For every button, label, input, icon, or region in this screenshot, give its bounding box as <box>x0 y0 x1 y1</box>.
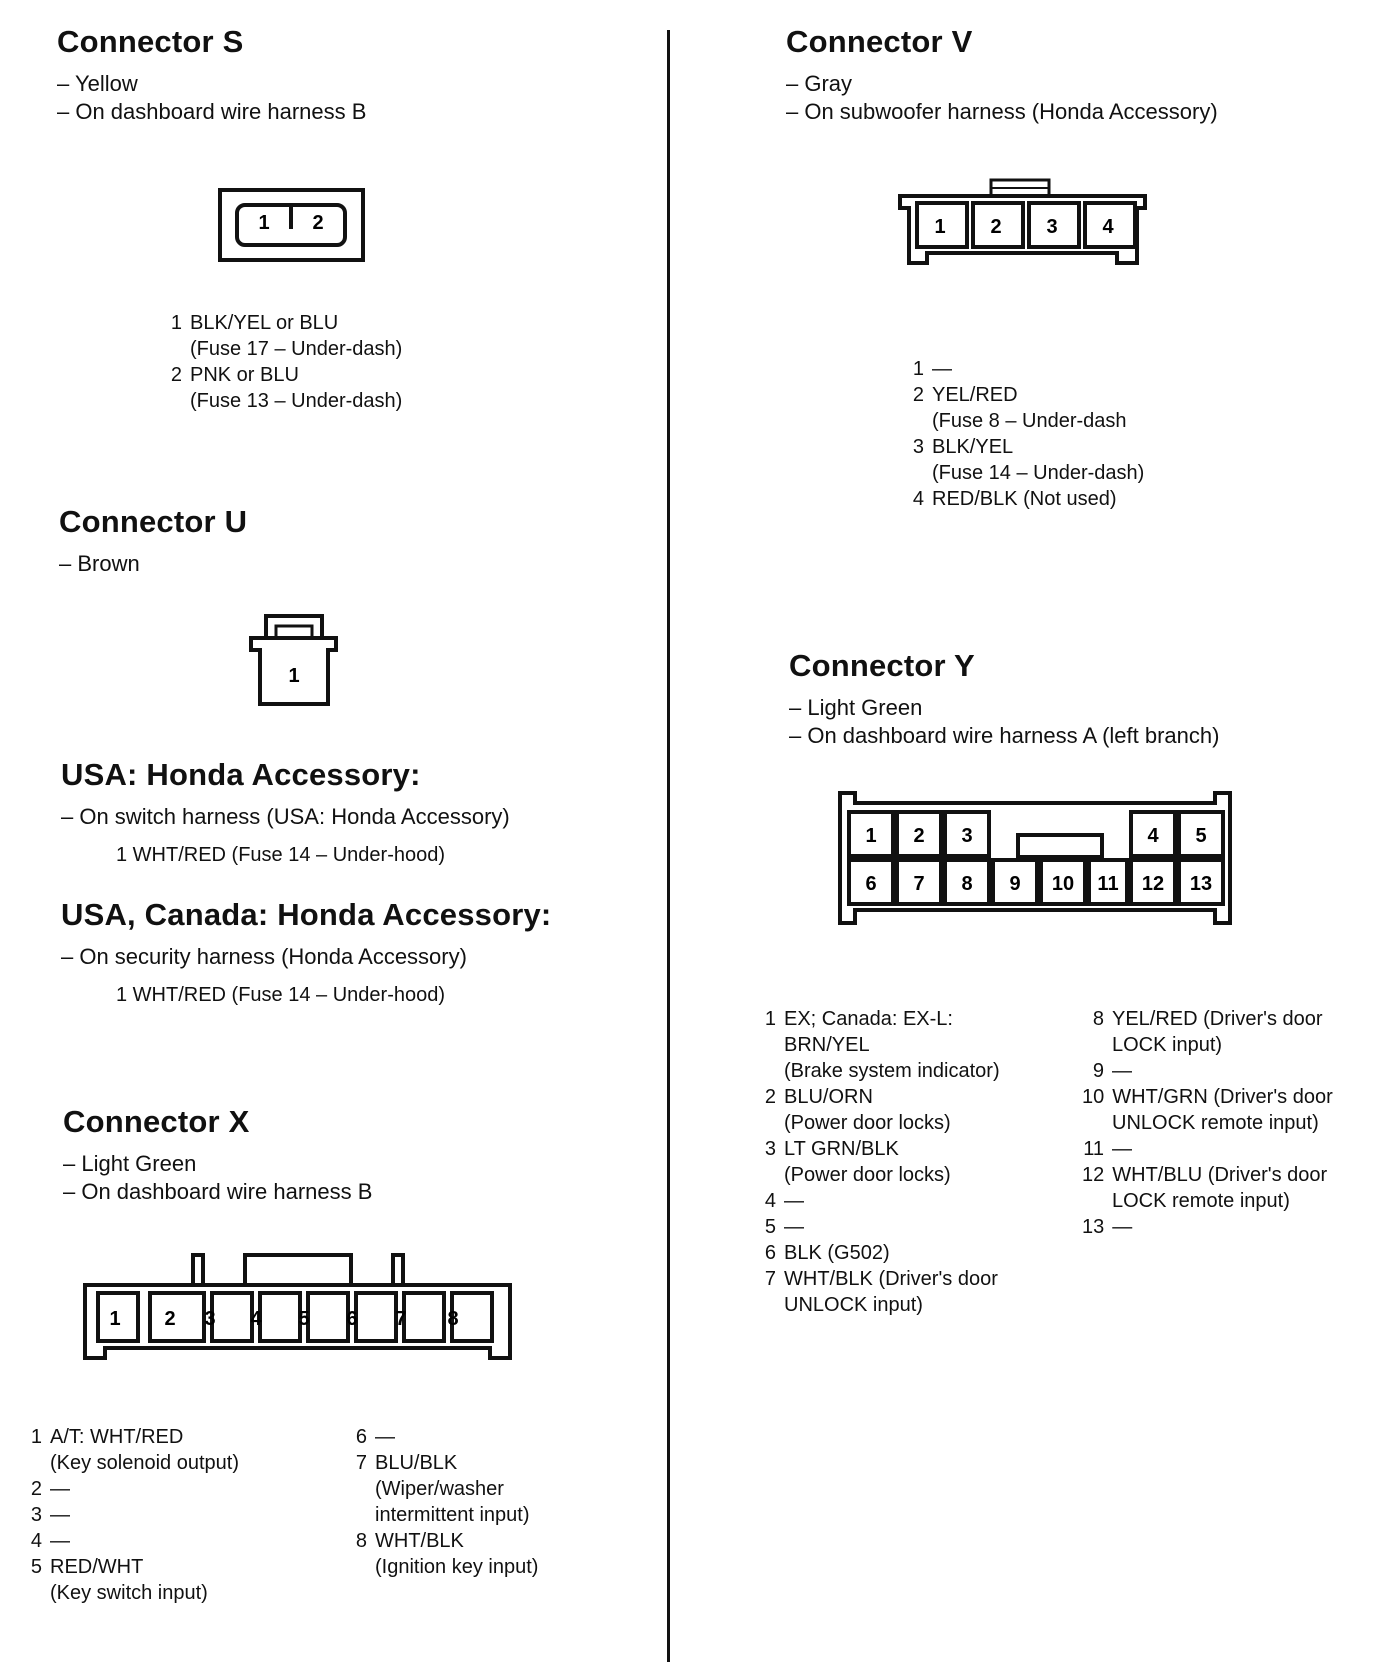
connector-x-pin-7: 7 <box>395 1308 407 1330</box>
list-item: 7 WHT/BLK (Driver's door <box>764 1268 998 1290</box>
list-item: 1 EX; Canada: EX-L: <box>764 1008 953 1030</box>
list-item: 11 — <box>1083 1138 1132 1160</box>
connector-x-pin-list-left: 1 A/T: WHT/RED (Key solenoid output) 2 — 3 — 4 — 5 RED/WHT (Key switch input) <box>30 1426 240 1604</box>
connector-x-cavity-7 <box>356 1293 396 1341</box>
connector-v-location: – On subwoofer harness (Honda Accessory) <box>786 99 1218 124</box>
list-item: 6 BLK (G502) <box>764 1242 890 1264</box>
list-item: 5 RED/WHT <box>30 1556 144 1578</box>
connector-s-title: Connector S <box>57 24 244 59</box>
connector-x-pin-6: 6 <box>346 1308 358 1330</box>
list-item: 3 — <box>30 1504 70 1526</box>
connector-x-title: Connector X <box>63 1104 250 1139</box>
pin-wire: BLK/YEL or BLU <box>190 312 339 334</box>
list-item: 2 — <box>30 1478 70 1500</box>
usa-canada-accessory-heading: USA, Canada: Honda Accessory: <box>61 897 552 932</box>
usa-canada-accessory-pin: 1 WHT/RED (Fuse 14 – Under-hood) <box>116 984 446 1006</box>
connector-s-color: – Yellow <box>57 71 138 96</box>
connector-y-desc <box>789 694 1219 750</box>
connector-x-pin-4: 4 <box>250 1308 262 1330</box>
list-item: 5 — <box>764 1216 804 1238</box>
connector-v-pin-3: 3 <box>1046 216 1058 238</box>
list-item: 3 BLK/YEL <box>912 436 1014 458</box>
connector-v-diagram <box>895 175 1155 270</box>
list-item: 2 BLU/ORN <box>764 1086 873 1108</box>
list-item: 7 BLU/BLK <box>355 1452 458 1474</box>
connector-x-cavity-8 <box>404 1293 444 1341</box>
list-item: 1 — <box>912 358 952 380</box>
connector-y-latch <box>1018 835 1102 857</box>
connector-y-pin-8: 8 <box>961 873 973 895</box>
list-item: 13 — <box>1082 1216 1133 1238</box>
connector-s-pin-1: 1 <box>258 212 270 234</box>
pin-note: (Fuse 13 – Under-dash) <box>190 390 403 412</box>
connector-x-cavity-2-3 <box>150 1293 204 1341</box>
connector-x-pin-2: 2 <box>164 1308 176 1330</box>
connector-y-location: – On dashboard wire harness A (left branch) <box>789 723 1220 748</box>
connector-s-diagram <box>215 185 375 265</box>
connector-v-pin-4: 4 <box>1102 216 1114 238</box>
pin-wire: PNK or BLU <box>190 364 299 386</box>
pin-note: (Fuse 17 – Under-dash) <box>190 338 403 360</box>
connector-y-pin-3: 3 <box>961 825 973 847</box>
connector-s-pin-2: 2 <box>312 212 324 234</box>
connector-x-pin-1: 1 <box>109 1308 121 1330</box>
connector-y-title: Connector Y <box>789 648 975 683</box>
connector-u-title: Connector U <box>59 504 248 539</box>
connector-y-color: – Light Green <box>789 695 923 720</box>
connector-y-pin-10: 10 <box>1051 873 1075 895</box>
connector-v-title: Connector V <box>786 24 973 59</box>
connector-s-location: – On dashboard wire harness B <box>57 99 367 124</box>
connector-y-pin-list-left: 1 EX; Canada: EX-L: BRN/YEL (Brake system indicator) 2 BLU/ORN (Power door locks) 3 LT GRN/BLK (Power door locks) 4 — 5 — 6 BLK (G502) 7 WHT/BLK (Driver's door UNLOCK input) <box>764 1008 1000 1316</box>
connector-u-pin-1: 1 <box>288 665 300 687</box>
connector-x-cavity-4 <box>212 1293 252 1341</box>
list-item: 4 — <box>30 1530 70 1552</box>
connector-x-location: – On dashboard wire harness B <box>63 1179 373 1204</box>
list-item: 12 WHT/BLU (Driver's door <box>1082 1164 1328 1186</box>
connector-v-pin-2: 2 <box>990 216 1002 238</box>
connector-y-pin-6: 6 <box>865 873 877 895</box>
connector-v-desc <box>786 70 1218 126</box>
connector-x-pin-8: 8 <box>447 1308 459 1330</box>
list-item: 8 WHT/BLK <box>355 1530 464 1552</box>
connector-v-color: – Gray <box>786 71 853 96</box>
connector-y-pin-2: 2 <box>913 825 925 847</box>
connector-y-pin-7: 7 <box>913 873 925 895</box>
connector-x-diagram <box>80 1250 520 1365</box>
connector-y-pin-12: 12 <box>1141 873 1165 895</box>
connector-v-pin-1: 1 <box>934 216 946 238</box>
connector-s-pin-list <box>168 310 402 414</box>
connector-s-desc <box>57 70 366 126</box>
connector-u-color: – Brown <box>59 551 140 576</box>
connector-x-color: – Light Green <box>63 1151 197 1176</box>
connector-x-latch <box>245 1255 351 1285</box>
connector-v-pin-list: 1 — 2 YEL/RED (Fuse 8 – Under-dash 3 BLK/YEL (Fuse 14 – Under-dash) 4 RED/BLK (Not used) <box>912 358 1145 510</box>
usa-accessory-desc: – On switch harness (USA: Honda Accessory) <box>61 804 510 829</box>
connector-x-key-left <box>193 1255 203 1285</box>
pin-number: 2 <box>170 364 182 386</box>
usa-accessory-heading: USA: Honda Accessory: <box>61 757 421 792</box>
connector-x-pin-3: 3 <box>204 1308 216 1330</box>
usa-accessory-pin: 1 WHT/RED (Fuse 14 – Under-hood) <box>116 844 446 866</box>
list-item <box>168 310 402 336</box>
list-item <box>168 362 402 388</box>
list-item: 8 YEL/RED (Driver's door <box>1092 1008 1323 1030</box>
usa-canada-accessory-desc: – On security harness (Honda Accessory) <box>61 944 467 969</box>
connector-y-pin-13: 13 <box>1189 873 1213 895</box>
connector-y-pin-4: 4 <box>1147 825 1159 847</box>
connector-x-cavity-6 <box>308 1293 348 1341</box>
connector-u-diagram <box>248 610 348 710</box>
connector-y-pin-1: 1 <box>865 825 877 847</box>
connector-y-pin-9: 9 <box>1009 873 1021 895</box>
connector-x-pin-list-right: 6 — 7 BLU/BLK (Wiper/washer intermittent input) 8 WHT/BLK (Ignition key input) <box>355 1426 539 1578</box>
connector-y-diagram <box>835 788 1245 928</box>
connector-x-key-right <box>393 1255 403 1285</box>
pin-number: 1 <box>170 312 182 334</box>
connector-y-pin-list-right: 8 YEL/RED (Driver's door LOCK input) 9 — 10 WHT/GRN (Driver's door UNLOCK remote input) 11 — 12 WHT/BLU (Driver's door LOCK remote input) 13 — <box>1082 1008 1333 1238</box>
connector-y-pin-11: 11 <box>1097 873 1119 895</box>
connector-x-cavity-5 <box>260 1293 300 1341</box>
list-item: 2 YEL/RED <box>912 384 1018 406</box>
list-item: 4 RED/BLK (Not used) <box>912 488 1117 510</box>
connector-x-pin-5: 5 <box>298 1308 310 1330</box>
list-item: 6 — <box>355 1426 395 1448</box>
connector-y-pin-5: 5 <box>1195 825 1207 847</box>
list-item: 4 — <box>764 1190 804 1212</box>
list-item: 3 LT GRN/BLK <box>764 1138 899 1160</box>
column-divider <box>667 30 670 1662</box>
list-item: 9 — <box>1092 1060 1132 1082</box>
connector-x-desc <box>63 1150 372 1206</box>
list-item: 10 WHT/GRN (Driver's door <box>1082 1086 1333 1108</box>
list-item: 1 A/T: WHT/RED <box>30 1426 184 1448</box>
